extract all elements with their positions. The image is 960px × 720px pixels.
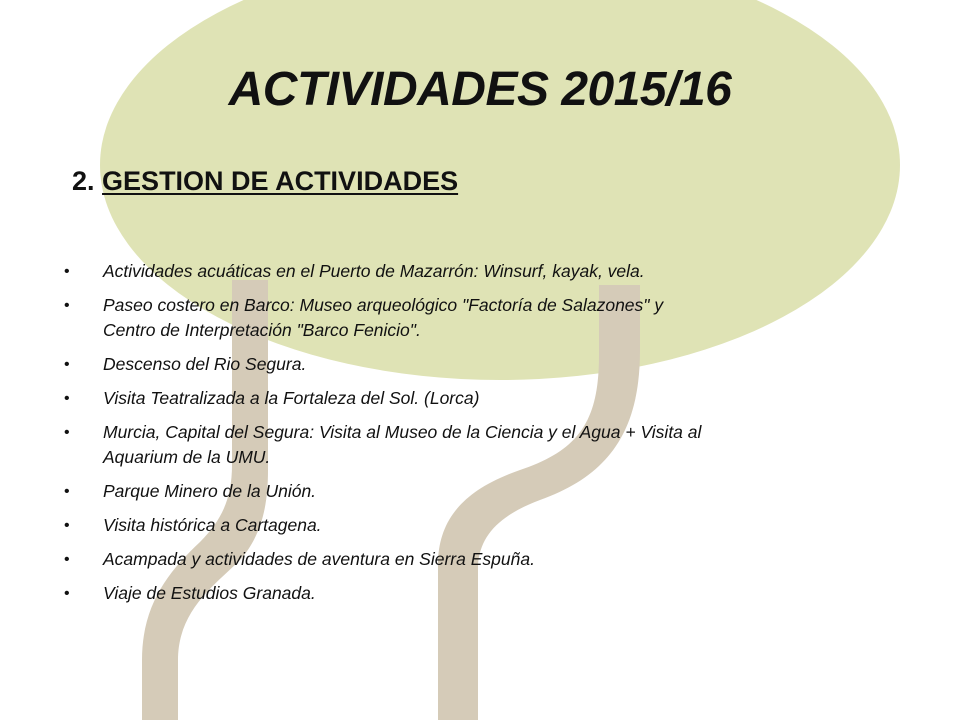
list-item-text: Actividades acuáticas en el Puerto de Mazarrón: Winsurf, kayak, vela. (103, 261, 645, 281)
bullet-icon: • (64, 517, 70, 534)
bullet-icon: • (64, 424, 70, 441)
bullet-icon: • (64, 356, 70, 373)
bullet-icon: • (64, 390, 70, 407)
list-item (64, 547, 714, 572)
list-item-text: Paseo costero en Barco: Museo arqueológico "Factoría de Salazones" y Centro de Interpretación "Barco Fenicio". (103, 295, 664, 340)
list-item (64, 420, 714, 470)
list-item-text: Viaje de Estudios Granada. (103, 583, 316, 603)
bullet-icon: • (64, 263, 70, 280)
list-item (64, 581, 714, 606)
slide-title: ACTIVIDADES 2015/16 (228, 63, 732, 116)
list-item-text: Parque Minero de la Unión. (103, 481, 317, 501)
section-number: 2. (72, 166, 95, 196)
section-heading (72, 166, 458, 197)
section-title: GESTION DE ACTIVIDADES (102, 166, 459, 196)
list-item (64, 386, 714, 411)
list-item-text: Acampada y actividades de aventura en Sierra Espuña. (103, 549, 535, 569)
list-item (64, 479, 714, 504)
activities-list (64, 259, 714, 615)
bullet-icon: • (64, 585, 70, 602)
list-item-text: Descenso del Rio Segura. (103, 354, 307, 374)
bullet-icon: • (64, 297, 70, 314)
bullet-icon: • (64, 551, 70, 568)
list-item (64, 259, 714, 284)
list-item-text: Visita histórica a Cartagena. (103, 515, 322, 535)
list-item (64, 352, 714, 377)
list-item (64, 513, 714, 538)
list-item-text: Visita Teatralizada a la Fortaleza del Sol. (Lorca) (103, 388, 480, 408)
list-item-text: Murcia, Capital del Segura: Visita al Museo de la Ciencia y el Agua + Visita al Aquarium de la UMU. (103, 422, 702, 467)
list-item (64, 293, 714, 343)
bullet-icon: • (64, 483, 70, 500)
